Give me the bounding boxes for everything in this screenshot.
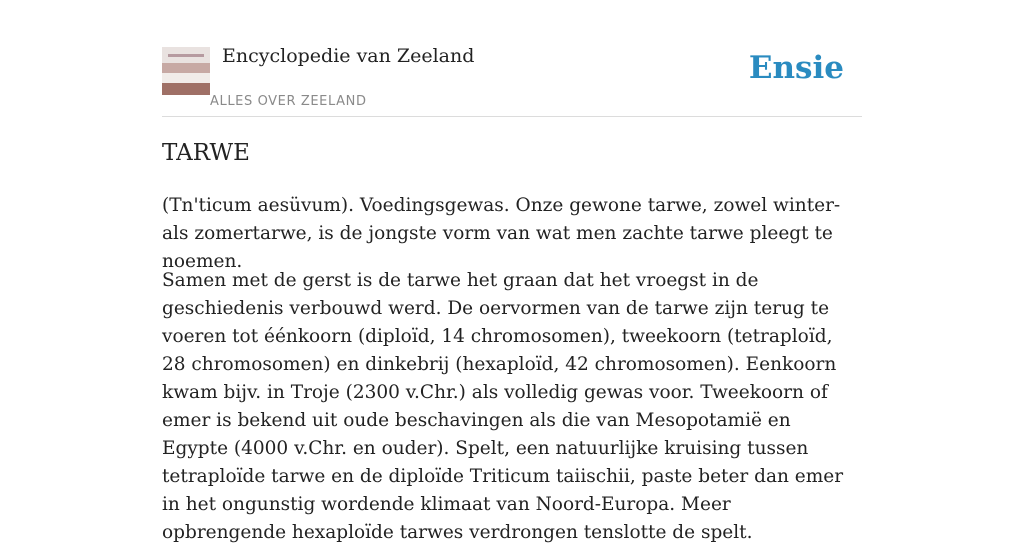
site-subtitle: ALLES OVER ZEELAND [210, 94, 367, 109]
site-title-link[interactable]: Encyclopedie van Zeeland [222, 45, 475, 67]
article-paragraph: (Tn'ticum aesüvum). Voedingsgewas. Onze gewone tarwe, zowel winter- als zomertarwe, is de jongste vorm van wat men zachte tarwe pleegt te noemen. [162, 195, 841, 272]
article-paragraph: Samen met de gerst is de tarwe het graan dat het vroegst in de geschiedenis verbouwd werd. De oervormen van de tarwe zijn terug te voeren tot éénkoorn (diploïd, 14 chromosomen), tweekoorn (tetraploïd, 28 chromosomen) en dinkebrij (hexaploïd, 42 chromosomen). Eenkoorn kwam bijv. in Troje (2300 v.Chr.) als volledig gewas voor. Tweekoorn of emer is bekend uit oude beschavingen als die van Mesopotamië en Egypte (4000 v.Chr. en ouder). Spelt, een natuurlijke kruising tussen tetraploïde tarwe en de diploïde Triticum taiischii, paste beter dan emer in het ongunstig wordende klimaat van Noord-Europa. Meer opbrengende hexaploïde tarwes verdrongen tenslotte de spelt. [162, 270, 844, 543]
site-header [162, 0, 862, 117]
page-container [162, 0, 862, 543]
avatar-band [162, 83, 210, 95]
avatar-band [162, 73, 210, 83]
article-title: TARWE [162, 140, 250, 166]
avatar-stripe [168, 54, 204, 57]
ensie-logo-link[interactable]: Ensie [748, 50, 844, 86]
avatar-band [162, 63, 210, 73]
site-avatar[interactable] [162, 47, 210, 95]
